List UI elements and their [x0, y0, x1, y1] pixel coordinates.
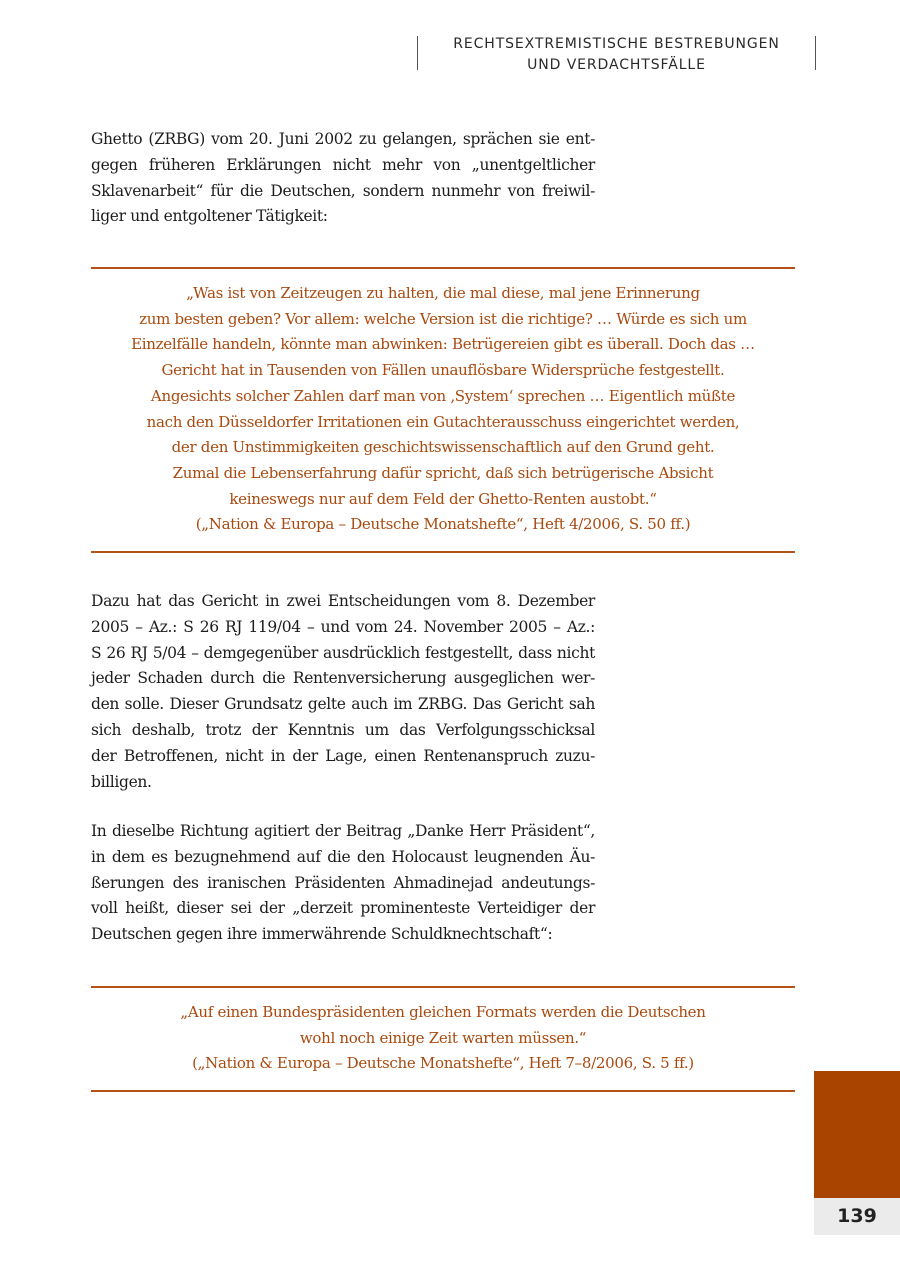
- paragraph-ghetto: [91, 127, 595, 230]
- running-header-line-2: UND VERDACHTSFÄLLE: [527, 57, 706, 73]
- text-line: in dem es bezugnehmend auf die den Holocaust leugnenden Äu-: [91, 847, 595, 866]
- running-header: [417, 36, 816, 73]
- blockquote-zeitzeugen: [91, 267, 795, 553]
- quote-source: („Nation & Europa – Deutsche Monatshefte“, Heft 7–8/2006, S. 5 ff.): [192, 1054, 694, 1073]
- quote-line: wohl noch einige Zeit warten müssen.“: [299, 1028, 587, 1047]
- quote-line: „Auf einen Bundespräsidenten gleichen Formats werden die Deutschen: [180, 1003, 706, 1021]
- page-number: 139: [814, 1198, 900, 1235]
- quote-line: Angesichts solcher Zahlen darf man von ‚System‘ sprechen … Eigentlich müßte: [150, 386, 736, 405]
- text-line: voll heißt, dieser sei der „derzeit prominenteste Verteidiger der: [91, 899, 595, 918]
- quote-line: „Was ist von Zeitzeugen zu halten, die mal diese, mal jene Erinnerung: [186, 284, 700, 302]
- quote-line: Gericht hat in Tausenden von Fällen unauflösbare Widersprüche festgestellt.: [161, 361, 725, 380]
- text-line: Dazu hat das Gericht in zwei Entscheidungen vom 8. Dezember: [91, 592, 595, 610]
- running-header-line-1: RECHTSEXTREMISTISCHE BESTREBUNGEN: [453, 36, 780, 52]
- quote-line: der den Unstimmigkeiten geschichtswissenschaftlich auf den Grund geht.: [171, 438, 715, 457]
- text-line: liger und entgoltener Tätigkeit:: [91, 207, 328, 226]
- text-line: S 26 RJ 5/04 – demgegenüber ausdrücklich festgestellt, dass nicht: [91, 643, 595, 662]
- text-line: In dieselbe Richtung agitiert der Beitrag „Danke Herr Präsident“,: [91, 822, 595, 840]
- quote-line: zum besten geben? Vor allem: welche Version ist die richtige? … Würde es sich um: [139, 309, 747, 328]
- text-line: Sklavenarbeit“ für die Deutschen, sondern nunmehr von freiwil-: [91, 181, 595, 200]
- text-line: den solle. Dieser Grundsatz gelte auch im ZRBG. Das Gericht sah: [91, 695, 595, 714]
- paragraph-gericht: [91, 589, 595, 795]
- text-line: ßerungen des iranischen Präsidenten Ahmadinejad andeutungs-: [91, 873, 595, 892]
- text-line: billigen.: [91, 772, 152, 791]
- chapter-color-tab: [814, 1071, 900, 1198]
- quote-line: keineswegs nur auf dem Feld der Ghetto-Renten austobt.“: [229, 489, 657, 508]
- quote-line: nach den Düsseldorfer Irritationen ein Gutachterausschuss eingerichtet werden,: [146, 412, 740, 431]
- text-line: Deutschen gegen ihre immerwährende Schuldknechtschaft“:: [91, 925, 553, 944]
- text-line: jeder Schaden durch die Rentenversicherung ausgeglichen wer-: [91, 669, 595, 688]
- quote-line: Einzelfälle handeln, könnte man abwinken: Betrügereien gibt es überall. Doch das …: [131, 335, 755, 354]
- paragraph-praesident: [91, 819, 595, 948]
- quote-source: („Nation & Europa – Deutsche Monatshefte“, Heft 4/2006, S. 50 ff.): [195, 515, 691, 534]
- text-line: 2005 – Az.: S 26 RJ 119/04 – und vom 24. November 2005 – Az.:: [91, 617, 595, 636]
- text-line: sich deshalb, trotz der Kenntnis um das Verfolgungsschicksal: [91, 720, 595, 739]
- quote-line: Zumal die Lebenserfahrung dafür spricht, daß sich betrügerische Absicht: [172, 463, 714, 482]
- text-line: Ghetto (ZRBG) vom 20. Juni 2002 zu gelangen, sprächen sie ent-: [91, 130, 595, 148]
- blockquote-bundespraesident: [91, 986, 795, 1092]
- text-line: gegen früheren Erklärungen nicht mehr von „unentgeltlicher: [91, 155, 595, 174]
- text-line: der Betroffenen, nicht in der Lage, einen Rentenanspruch zuzu-: [91, 746, 595, 765]
